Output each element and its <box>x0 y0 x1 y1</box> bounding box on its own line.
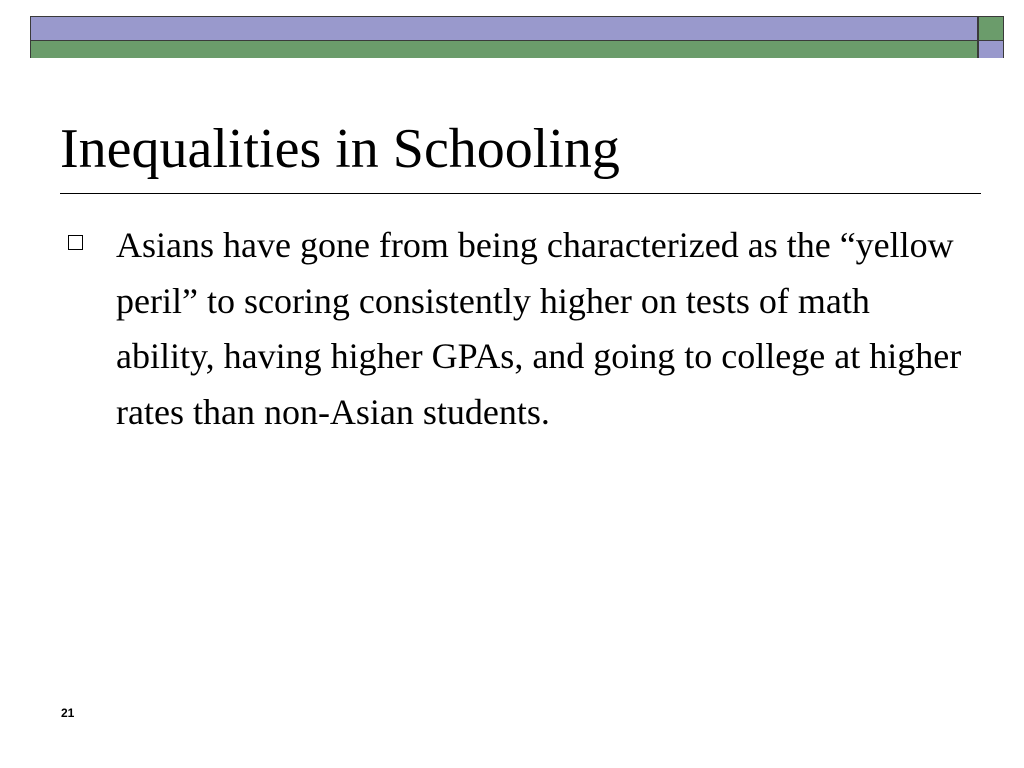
bullet-text: Asians have gone from being characterized as the “yellow peril” to scoring consistently higher on tests of math ability, having higher GPAs, and going to college at higher rates than non-Asian students. <box>116 225 962 432</box>
title-underline-rule <box>60 193 981 194</box>
corner-block-green <box>979 17 1003 41</box>
bullet-item <box>64 218 964 440</box>
bullet-list <box>64 218 964 440</box>
slide-number: 21 <box>61 706 75 720</box>
slide-title: Inequalities in Schooling <box>60 118 620 180</box>
corner-block-blue <box>979 41 1003 58</box>
header-bar-blue <box>31 17 977 41</box>
header-decoration-bars <box>30 16 978 58</box>
hollow-square-bullet-icon <box>68 235 83 250</box>
header-bar-green <box>31 41 977 58</box>
header-corner-box <box>978 16 1004 58</box>
